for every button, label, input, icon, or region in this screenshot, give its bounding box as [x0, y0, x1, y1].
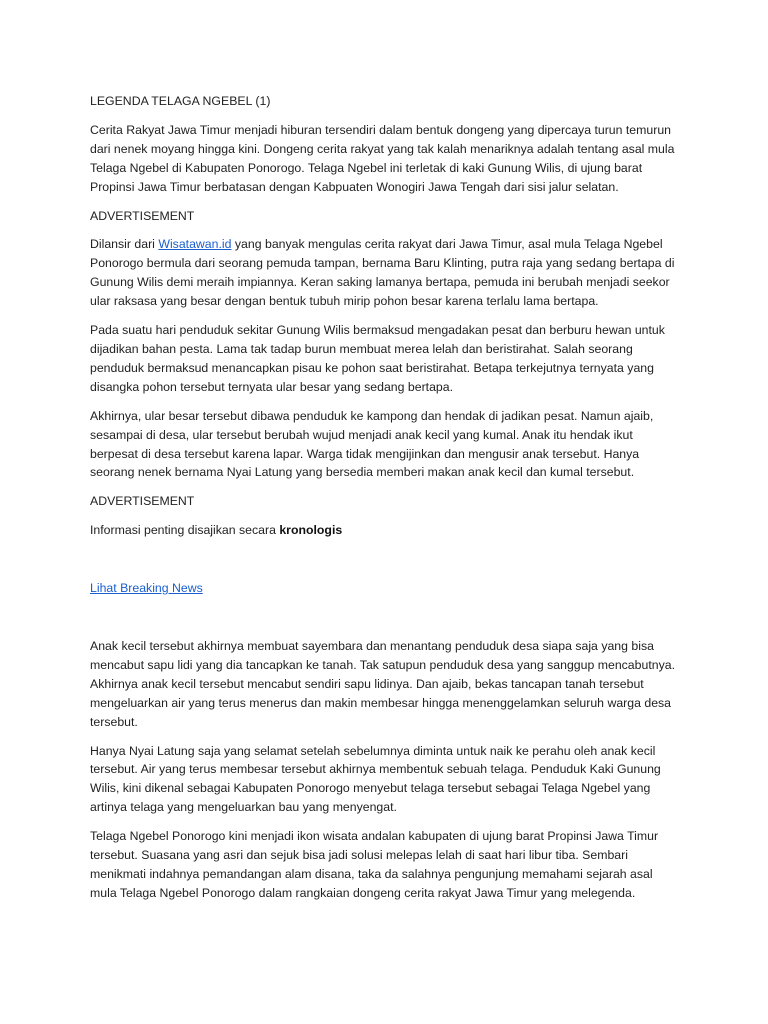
- document-title: LEGENDA TELAGA NGEBEL (1): [90, 94, 271, 108]
- info-prefix: Informasi penting disajikan secara: [90, 523, 280, 538]
- paragraph-contest: Anak kecil tersebut akhirnya membuat sayembara dan menantang penduduk desa siapa saja yang bisa mencabut sapu lidi yang dia tancapkan ke tanah. Tak satupun penduduk desa yang sanggup mencabutnya. Akhirnya anak kecil tersebut mencabut sendiri sapu lidinya. Dan ajaib, bekas tancapan tanah tersebut mengeluarkan air yang terus menerus dan makin membesar hingga menenggelamkan seluruh warga desa tersebut.: [90, 639, 675, 729]
- paragraph-intro: Cerita Rakyat Jawa Timur menjadi hiburan tersendiri dalam bentuk dongeng yang dipercaya turun temurun dari nenek moyang hingga kini. Dongeng cerita rakyat yang tak kalah menariknya adalah tentang asal mula Telaga Ngebel di Kabupaten Ponorogo. Telaga Ngebel ini terletak di kaki Gunung Wilis, di ujung barat Propinsi Jawa Timur berbatasan dengan Kabpuaten Wonogiri Jawa Tengah dari sisi jalur selatan.: [90, 122, 675, 194]
- breaking-news-link[interactable]: Lihat Breaking News: [90, 581, 203, 596]
- paragraph-tourism: Telaga Ngebel Ponorogo kini menjadi ikon wisata andalan kabupaten di ujung barat Propinsi Jawa Timur tersebut. Suasana yang asri dan sejuk bisa jadi solusi melepas lelah di saat hari libur tiba. Sembari menikmati indahnya pemandangan alam disana, taka da salahnya pengunjung memahami sejarah asal mula Telaga Ngebel Ponorogo dalam rangkaian dongeng cerita rakyat Jawa Timur yang melegenda.: [90, 829, 659, 900]
- spacer: [90, 608, 682, 637]
- wisatawan-link[interactable]: Wisatawan.id: [158, 237, 232, 252]
- paragraph-source-suffix: yang banyak mengulas cerita rakyat dari Jawa Timur, asal mula Telaga Ngebel Ponorogo bermula dari seorang pemuda tampan, bernama Baru Klinting, putra raja yang sedang bertapa di Gunung Wilis demi meraih impiannya. Keran saking lamanya bertapa, pemuda ini berubah menjadi seekor ular raksasa yang besar dengan bentuk tubuh mirip pohon besar karena terlalu lama bertapa.: [90, 237, 675, 309]
- paragraph-source-prefix: Dilansir dari: [90, 237, 159, 252]
- spacer: [90, 550, 682, 579]
- paragraph-source: [90, 235, 682, 311]
- paragraph-village: Akhirnya, ular besar tersebut dibawa penduduk ke kampong dan hendak di jadikan pesat. Namun ajaib, sesampai di desa, ular tersebut berubah wujud menjadi anak kecil yang kumal. Anak itu hendak ikut berpesat di desa tersebut karena lapar. Warga tidak mengijinkan dan mengusir anak tersebut. Hanya seorang nenek bernama Nyai Latung yang bersedia memberi makan anak kecil dan kumal tersebut.: [90, 408, 654, 480]
- advertisement-label-2: ADVERTISEMENT: [90, 494, 195, 509]
- breaking-news-line: [90, 579, 682, 598]
- advertisement-label: ADVERTISEMENT: [90, 208, 195, 223]
- info-line: [90, 521, 682, 540]
- paragraph-hunting: Pada suatu hari penduduk sekitar Gunung Wilis bermaksud mengadakan pesat dan berburu hewan untuk dijadikan bahan pesta. Lama tak tadap burun membuat merea lelah dan beristirahat. Salah seorang penduduk bermaksud menancapkan pisau ke pohon saat beristirahat. Betapa terkejutnya ternyata yang disangka pohon tersebut ternyata ular besar yang sedang bertapa.: [90, 323, 665, 394]
- document-page: [90, 92, 682, 913]
- info-bold: kronologis: [279, 523, 343, 538]
- paragraph-lake: Hanya Nyai Latung saja yang selamat setelah sebelumnya diminta untuk naik ke perahu oleh anak kecil tersebut. Air yang terus membesar tersebut akhirnya membentuk sebuah telaga. Penduduk Kaki Gunung Wilis, kini dikenal sebagai Kabupaten Ponorogo menyebut telaga tersebut sebagai Telaga Ngebel yang artinya telaga yang mengeluarkan bau yang menyengat.: [90, 743, 661, 815]
